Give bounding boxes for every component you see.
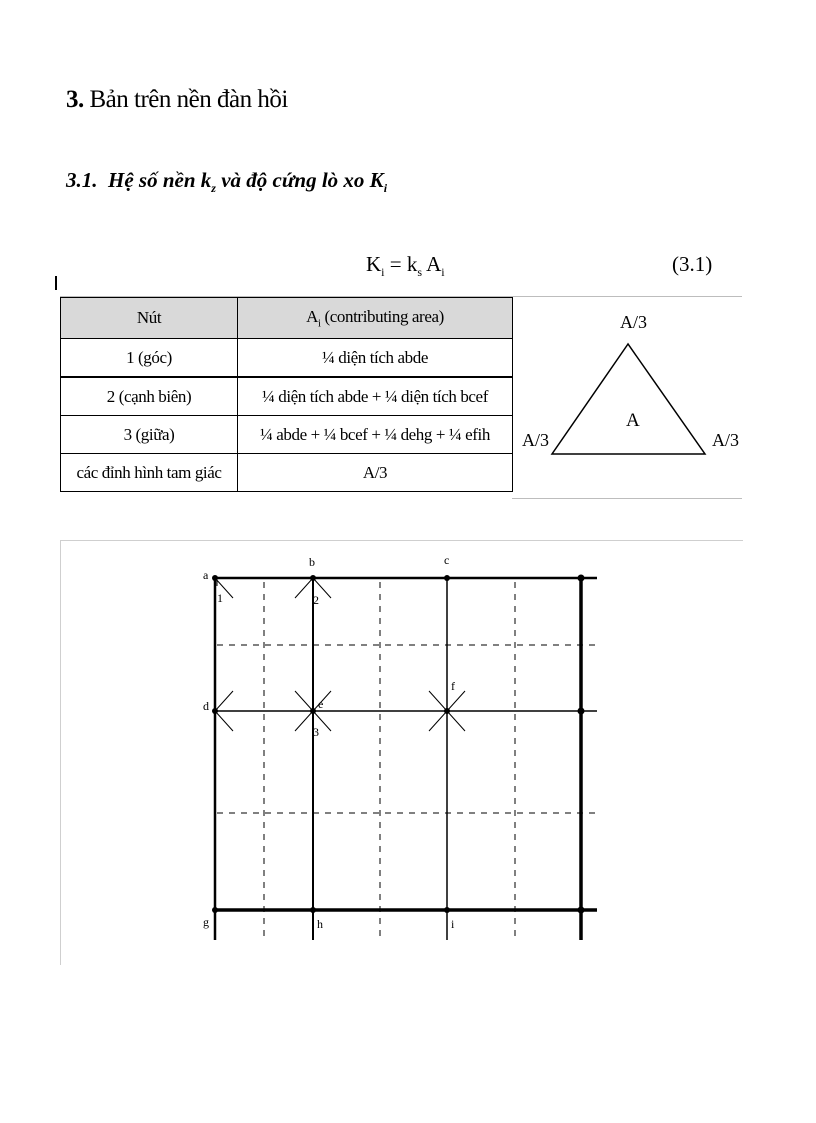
table-header-row: [61, 298, 513, 339]
node-label-g: g: [203, 915, 209, 929]
table-cell: A/3: [238, 454, 513, 492]
node-label-i: i: [451, 917, 455, 931]
eq-ks-sub: s: [417, 265, 423, 280]
triangle-shape: [552, 344, 705, 454]
tributary-boundaries: [217, 582, 597, 940]
table-cell: 1 (góc): [61, 339, 238, 378]
node-label-h: h: [317, 917, 323, 931]
triangle-center-label: A: [626, 410, 640, 431]
triangle-right-label: A/3: [712, 430, 739, 450]
table-row: [61, 416, 513, 454]
node-label-a: a: [203, 568, 209, 582]
eq-A-sub: i: [441, 265, 445, 280]
column-header-node: Nút: [61, 298, 238, 339]
eq-A: A: [422, 252, 442, 276]
triangle-top-label: A/3: [620, 312, 647, 332]
table-row: [61, 339, 513, 378]
node-number-1: 1: [217, 591, 223, 605]
section-heading: [66, 86, 288, 114]
grid-lines: [215, 576, 597, 940]
subsection-number: 3.1.: [66, 168, 98, 192]
divider: [512, 498, 742, 499]
table-cell: các đỉnh hình tam giác: [61, 454, 238, 492]
node-label-c: c: [444, 553, 450, 567]
eq-ks: = k: [384, 252, 418, 276]
node-label-f: f: [451, 679, 455, 693]
node-number-3: 3: [313, 725, 319, 739]
subsection-heading: [66, 168, 387, 196]
section-number: 3.: [66, 86, 84, 113]
triangle-diagram: [520, 306, 742, 466]
table-row: [61, 454, 513, 492]
node-label-b: b: [309, 555, 315, 569]
header-A: A: [306, 306, 318, 326]
margin-marker: [55, 276, 57, 290]
equation: [366, 252, 445, 280]
subsection-title-part1: Hệ số nền k: [108, 168, 212, 192]
subscript-i: i: [383, 181, 388, 196]
node-label-e: e: [318, 697, 324, 711]
equation-number: (3.1): [672, 252, 713, 276]
subsection-title-part2: và độ cứng lò xo K: [215, 168, 384, 192]
header-A-sub: i: [318, 317, 321, 330]
grid-nodes: [212, 575, 585, 914]
contributing-area-table: [60, 297, 513, 492]
table-cell: ¼ diện tích abde + ¼ diện tích bcef: [238, 377, 513, 416]
node-labels: [203, 553, 455, 931]
eq-K-sub: i: [381, 265, 385, 280]
column-header-area: [238, 298, 513, 339]
header-area-text: (contributing area): [320, 306, 444, 326]
subscript-z: z: [211, 181, 216, 196]
table-cell: ¼ abde + ¼ bcef + ¼ dehg + ¼ efih: [238, 416, 513, 454]
slab-grid-diagram: [195, 550, 605, 945]
table-row: [61, 377, 513, 416]
node-number-2: 2: [313, 593, 319, 607]
table-cell: ¼ diện tích abde: [238, 339, 513, 378]
node-label-d: d: [203, 699, 209, 713]
section-title: Bản trên nền đàn hồi: [89, 86, 288, 113]
spring-arrows: [215, 578, 465, 731]
triangle-left-label: A/3: [522, 430, 549, 450]
table-cell: 2 (cạnh biên): [61, 377, 238, 416]
eq-K: K: [366, 252, 382, 276]
table-cell: 3 (giữa): [61, 416, 238, 454]
